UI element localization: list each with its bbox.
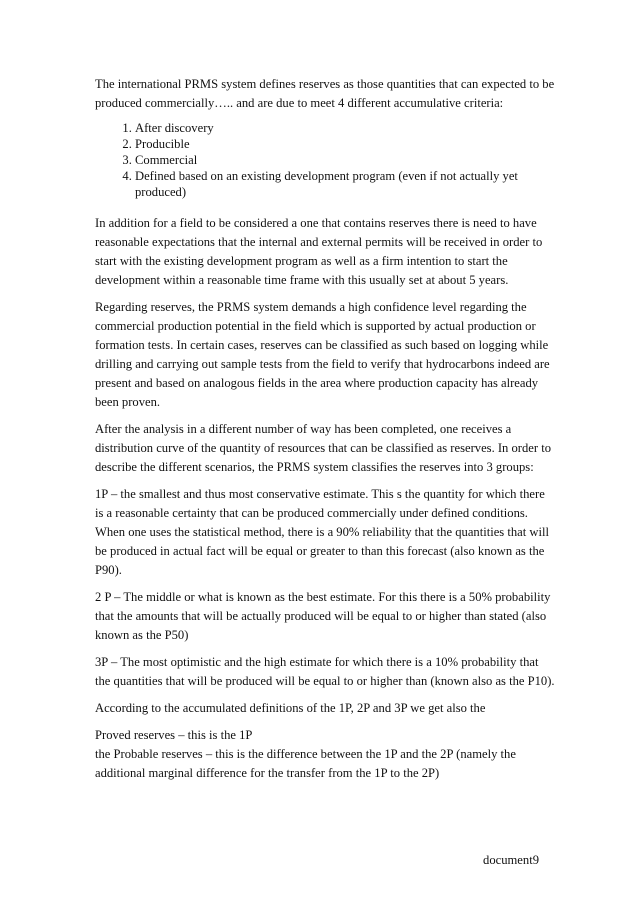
probable-paragraph: the Probable reserves – this is the difference between the 1P and the 2P (namely the additional marginal difference for the transfer from the 1P to the 2P): [95, 747, 516, 780]
list-item: 4. Defined based on an existing development program (even if not actually yet produced): [135, 168, 555, 200]
proved-line: Proved reserves – this is the 1P: [95, 728, 253, 742]
p3-paragraph: 3P – The most optimistic and the high estimate for which there is a 10% probability that the quantities that will be produced will be equal to or higher than (known also as the P10).: [95, 655, 555, 688]
list-item: 3. Commercial: [135, 152, 555, 168]
confidence-paragraph: Regarding reserves, the PRMS system demands a high confidence level regarding the commercial production potential in the field which is supported by actual production or formation tests. In certain cases, reserves can be classified as such based on logging while drilling and carrying out sample tests from the field to verify that hydrocarbons indeed are present and based on analogous fields in the area where production capacity has already been proven.: [95, 300, 550, 409]
document-body: [95, 75, 555, 783]
p2-paragraph: 2 P – The middle or what is known as the best estimate. For this there is a 50% probability that the amounts that will be actually produced will be equal to or higher than stated (also known as the P50): [95, 590, 551, 642]
list-item: 1. After discovery: [135, 120, 555, 136]
permits-paragraph: In addition for a field to be considered a one that contains reserves there is need to have reasonable expectations that the internal and external permits will be received in order to start with the existing development program as well as a firm intention to start the development within a reasonable time frame with this usually set at about 5 years.: [95, 216, 543, 287]
accumulated-paragraph: According to the accumulated definitions of the 1P, 2P and 3P we get also the: [95, 701, 486, 715]
criteria-list: [95, 120, 555, 200]
analysis-paragraph: After the analysis in a different number of way has been completed, one receives a distribution curve of the quantity of resources that can be classified as reserves. In order to describe the different scenarios, the PRMS system classifies the reserves into 3 groups:: [95, 422, 552, 474]
list-item: 2. Producible: [135, 136, 555, 152]
page-footer: document9: [483, 853, 539, 867]
intro-paragraph: The international PRMS system defines reserves as those quantities that can expected to be produced commercially….. and are due to meet 4 different accumulative criteria:: [95, 77, 555, 110]
p1-paragraph: 1P – the smallest and thus most conservative estimate. This s the quantity for which there is a reasonable certainty that can be produced commercially under defined conditions. When one uses the statistical method, there is a 90% reliability that the quantities that will be produced in actual fact will be equal or greater to than this forecast (also known as the P90).: [95, 487, 549, 577]
